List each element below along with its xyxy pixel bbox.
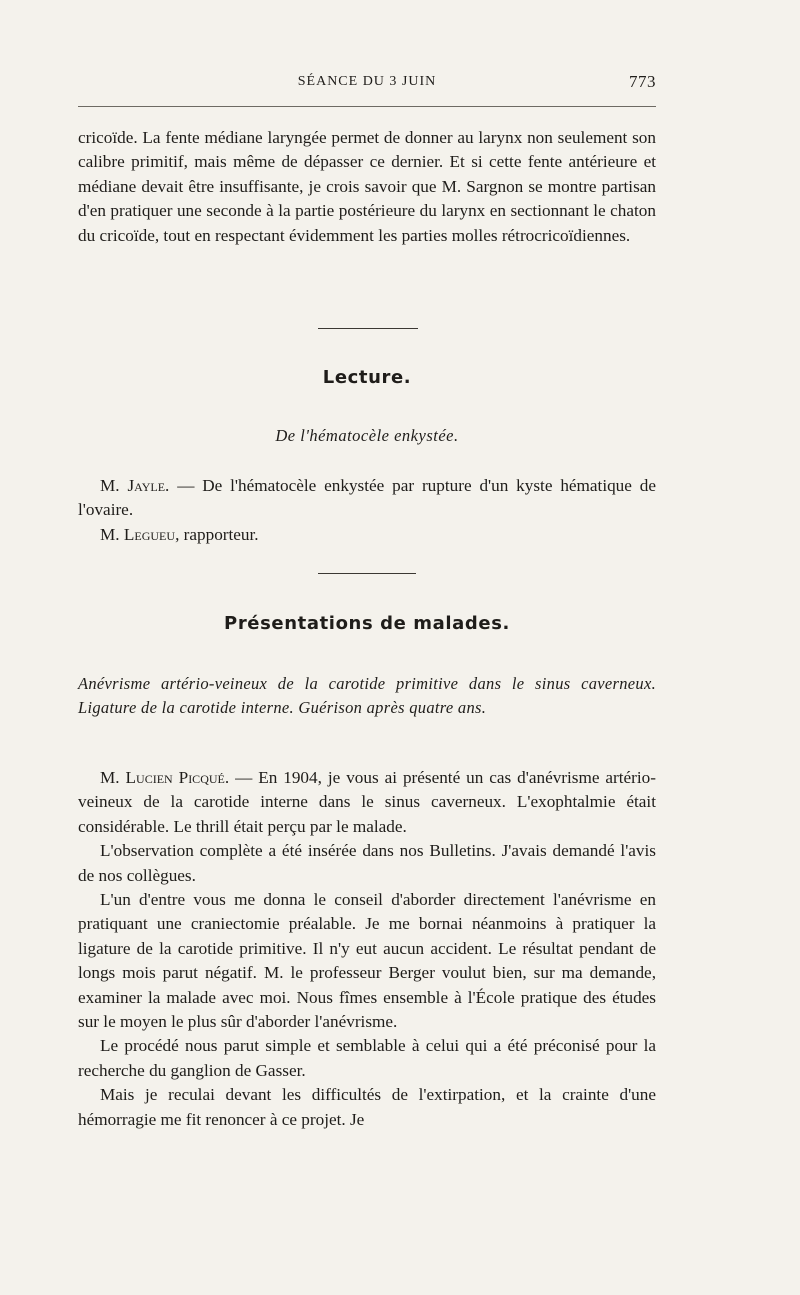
presentation-paragraph-1-text: . — En 1904, je vous ai présenté un cas d'anévrisme artério-veineux de la carotide interne dans le sinus caverneux. L'exophtalmie était considérable. Le thrill était perçu par le malade. (78, 768, 656, 836)
presentation-paragraph-4: Le procédé nous parut simple et semblable à celui qui a été préconisé pour la recherche du ganglion de Gasser. (78, 1036, 656, 1080)
rapporteur-line (78, 523, 656, 547)
rapporteur-name: Legueu (123, 524, 176, 544)
lecture-block (78, 474, 656, 547)
presentation-paragraph-5: Mais je reculai devant les difficultés de l'extirpation, et la crainte d'une hémorragie me fit renoncer à ce projet. Je (78, 1085, 656, 1129)
rapporteur-suffix: , rapporteur. (175, 524, 259, 544)
header-rule (78, 106, 656, 107)
intro-paragraph: cricoïde. La fente médiane laryngée permet de donner au larynx non seulement son calibre primitif, mais même de dépasser ce dernier. Et si cette fente antérieure et médiane devait être insuffisante, je crois savoir que M. Sargnon se montre partisan d'en pratiquer une seconde à la partie postérieure du larynx en sectionnant le chaton du cricoïde, tout en respectant évidemment les parties molles rétrocricoïdiennes. (78, 128, 656, 245)
lecture-subheading: De l'hématocèle enkystée. (275, 426, 459, 445)
presentation-body (78, 766, 656, 1132)
lecture-speaker-prefix: M. (100, 476, 128, 495)
presentation-speaker-name: Lucien Picqué (125, 768, 225, 787)
presentations-heading: Présentations de malades. (224, 613, 510, 634)
intro-paragraph-block (78, 126, 656, 248)
running-header (78, 72, 656, 94)
rapporteur-prefix: M. (100, 524, 124, 544)
section-separator (318, 328, 418, 329)
lecture-heading: Lecture. (322, 367, 412, 388)
section-separator-2 (318, 573, 416, 574)
lecture-paragraph (78, 474, 656, 523)
presentation-paragraph-1 (78, 766, 656, 839)
case-title: Anévrisme artério-veineux de la carotide primitive dans le sinus caverneux. Ligature de la carotide interne. Guérison après quatre ans. (78, 674, 656, 718)
running-title: SÉANCE DU 3 JUIN (297, 74, 437, 89)
lecture-text: . — De l'hématocèle enkystée par rupture d'un kyste hématique de l'ovaire. (78, 476, 656, 520)
page-number: 773 (629, 72, 656, 91)
presentation-paragraph-2: L'observation complète a été insérée dans nos Bulletins. J'avais demandé l'avis de nos collègues. (78, 841, 656, 885)
lecture-speaker-name: Jayle (127, 476, 166, 495)
presentation-speaker-prefix: M. (100, 768, 126, 787)
presentation-paragraph-3: L'un d'entre vous me donna le conseil d'aborder directement l'anévrisme en pratiquant une craniectomie préalable. Je me bornai néanmoins à pratiquer la ligature de la carotide primitive. Il n'y eut aucun accident. Le résultat pendant de longs mois parut négatif. M. le professeur Berger voulut bien, sur ma demande, examiner la malade avec moi. Nous fîmes ensemble à l'École pratique des études sur le moyen le plus sûr d'aborder l'anévrisme. (78, 890, 656, 1032)
